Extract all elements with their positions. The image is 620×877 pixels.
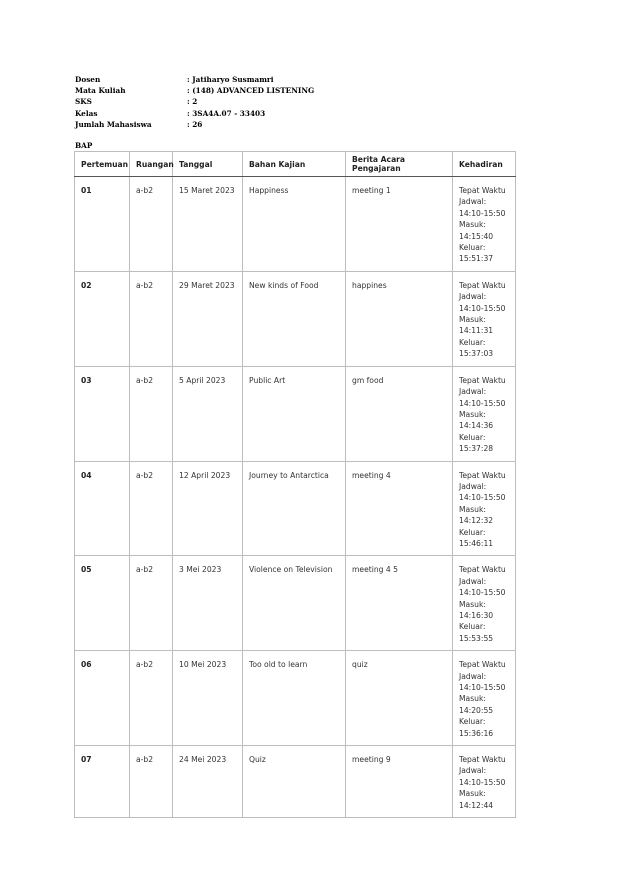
cell-ruangan: a-b2 <box>130 366 173 461</box>
kehadiran-line: 15:36:16 <box>459 728 494 738</box>
kehadiran-line: 15:51:37 <box>459 254 494 264</box>
kehadiran-line: Tepat Waktu <box>459 755 506 765</box>
cell-kehadiran <box>453 746 516 818</box>
table-row <box>75 177 516 272</box>
cell-ruangan: a-b2 <box>130 461 173 556</box>
kehadiran-line: 14:10-15:50 <box>459 398 506 408</box>
kehadiran-line: Jadwal: <box>459 766 487 776</box>
cell-pertemuan: 03 <box>75 366 130 461</box>
cell-ruangan: a-b2 <box>130 746 173 818</box>
info-value: : Jatiharyo Susmamri <box>187 75 274 84</box>
cell-berita-acara: meeting 1 <box>346 177 453 272</box>
cell-berita-acara: meeting 4 <box>346 461 453 556</box>
table-row <box>75 461 516 556</box>
kehadiran-line: Jadwal: <box>459 481 487 491</box>
cell-berita-acara: quiz <box>346 651 453 746</box>
cell-ruangan: a-b2 <box>130 556 173 651</box>
column-header-tanggal: Tanggal <box>173 152 243 177</box>
kehadiran-line: Jadwal: <box>459 671 487 681</box>
table-row <box>75 366 516 461</box>
kehadiran-line: Jadwal: <box>459 292 487 302</box>
kehadiran-line: Keluar: <box>459 622 486 632</box>
cell-ruangan: a-b2 <box>130 177 173 272</box>
table-row <box>75 556 516 651</box>
kehadiran-line: Masuk: <box>459 504 486 514</box>
cell-bahan-kajian: Quiz <box>243 746 346 818</box>
kehadiran-line: Masuk: <box>459 599 486 609</box>
kehadiran-line: 14:10-15:50 <box>459 777 506 787</box>
column-header-kehadiran: Kehadiran <box>453 152 516 177</box>
column-header-berita-acara: Berita Acara Pengajaran <box>346 152 453 177</box>
cell-pertemuan: 07 <box>75 746 130 818</box>
kehadiran-line: 14:15:40 <box>459 231 494 241</box>
kehadiran-line: Keluar: <box>459 337 486 347</box>
kehadiran-line: Jadwal: <box>459 576 487 586</box>
kehadiran-line: 14:10-15:50 <box>459 493 506 503</box>
cell-tanggal: 10 Mei 2023 <box>173 651 243 746</box>
cell-tanggal: 24 Mei 2023 <box>173 746 243 818</box>
cell-kehadiran <box>453 651 516 746</box>
kehadiran-line: Keluar: <box>459 717 486 727</box>
info-value: : 3SA4A.07 - 33403 <box>187 108 266 118</box>
kehadiran-line: Tepat Waktu <box>459 660 506 670</box>
kehadiran-line: 15:46:11 <box>459 538 494 548</box>
bap-table <box>74 151 516 818</box>
kehadiran-line: Tepat Waktu <box>459 565 506 575</box>
cell-berita-acara: meeting 9 <box>346 746 453 818</box>
kehadiran-line: Tepat Waktu <box>459 186 506 195</box>
table-row <box>75 271 516 366</box>
kehadiran-line: Tepat Waktu <box>459 470 506 480</box>
cell-pertemuan: 01 <box>75 177 130 272</box>
cell-kehadiran <box>453 461 516 556</box>
kehadiran-line: 14:10-15:50 <box>459 683 506 693</box>
kehadiran-line: Tepat Waktu <box>459 375 506 385</box>
cell-bahan-kajian: Journey to Antarctica <box>243 461 346 556</box>
cell-tanggal: 3 Mei 2023 <box>173 556 243 651</box>
cell-kehadiran <box>453 556 516 651</box>
info-row-kelas <box>75 108 314 119</box>
cell-bahan-kajian: Too old to learn <box>243 651 346 746</box>
cell-pertemuan: 04 <box>75 461 130 556</box>
kehadiran-line: 14:10-15:50 <box>459 588 506 598</box>
cell-bahan-kajian: Public Art <box>243 366 346 461</box>
kehadiran-line: Masuk: <box>459 409 486 419</box>
cell-tanggal: 15 Maret 2023 <box>173 177 243 272</box>
course-info <box>75 74 314 130</box>
kehadiran-line: 14:14:36 <box>459 421 494 431</box>
info-row-jumlah-mahasiswa <box>75 119 314 130</box>
info-row-mata-kuliah <box>75 85 314 96</box>
table-row <box>75 651 516 746</box>
section-title: BAP <box>75 141 93 150</box>
kehadiran-line: Jadwal: <box>459 197 487 207</box>
kehadiran-line: 15:37:28 <box>459 444 494 454</box>
cell-bahan-kajian: Happiness <box>243 177 346 272</box>
cell-berita-acara: gm food <box>346 366 453 461</box>
table-row <box>75 746 516 818</box>
kehadiran-line: Keluar: <box>459 432 486 442</box>
info-label: Jumlah Mahasiswa <box>75 119 152 129</box>
kehadiran-line: 14:20:55 <box>459 705 494 715</box>
info-label: Kelas <box>75 108 98 118</box>
cell-bahan-kajian: Violence on Television <box>243 556 346 651</box>
kehadiran-line: Masuk: <box>459 220 486 230</box>
cell-pertemuan: 05 <box>75 556 130 651</box>
cell-pertemuan: 02 <box>75 271 130 366</box>
column-header-ruangan: Ruangan <box>130 152 173 177</box>
cell-pertemuan: 06 <box>75 651 130 746</box>
info-label: Dosen <box>75 75 101 84</box>
info-value: : 2 <box>187 97 198 107</box>
cell-kehadiran <box>453 271 516 366</box>
info-value: : (148) ADVANCED LISTENING <box>187 86 315 96</box>
kehadiran-line: 14:11:31 <box>459 326 494 336</box>
cell-bahan-kajian: New kinds of Food <box>243 271 346 366</box>
info-label: Mata Kuliah <box>75 86 126 96</box>
kehadiran-line: 15:53:55 <box>459 633 494 643</box>
kehadiran-line: 14:10-15:50 <box>459 208 506 218</box>
column-header-pertemuan: Pertemuan <box>75 152 130 177</box>
table-header-row <box>75 152 516 177</box>
kehadiran-line: 14:12:44 <box>459 800 494 810</box>
cell-tanggal: 12 April 2023 <box>173 461 243 556</box>
kehadiran-line: Masuk: <box>459 315 486 325</box>
kehadiran-line: 15:37:03 <box>459 349 494 359</box>
info-row-dosen <box>75 74 314 85</box>
info-row-sks <box>75 96 314 107</box>
kehadiran-line: Tepat Waktu <box>459 280 506 290</box>
cell-kehadiran <box>453 366 516 461</box>
cell-ruangan: a-b2 <box>130 271 173 366</box>
kehadiran-line: Keluar: <box>459 243 486 253</box>
cell-tanggal: 29 Maret 2023 <box>173 271 243 366</box>
column-header-bahan-kajian: Bahan Kajian <box>243 152 346 177</box>
cell-berita-acara: meeting 4 5 <box>346 556 453 651</box>
cell-ruangan: a-b2 <box>130 651 173 746</box>
cell-tanggal: 5 April 2023 <box>173 366 243 461</box>
kehadiran-line: Keluar: <box>459 527 486 537</box>
kehadiran-line: 14:12:32 <box>459 516 494 526</box>
info-label: SKS <box>75 97 92 107</box>
cell-berita-acara: happines <box>346 271 453 366</box>
kehadiran-line: 14:16:30 <box>459 611 494 620</box>
kehadiran-line: Masuk: <box>459 694 486 704</box>
info-value: : 26 <box>187 119 203 129</box>
cell-kehadiran <box>453 177 516 272</box>
kehadiran-line: Jadwal: <box>459 387 487 397</box>
kehadiran-line: 14:10-15:50 <box>459 303 506 313</box>
kehadiran-line: Masuk: <box>459 789 486 799</box>
